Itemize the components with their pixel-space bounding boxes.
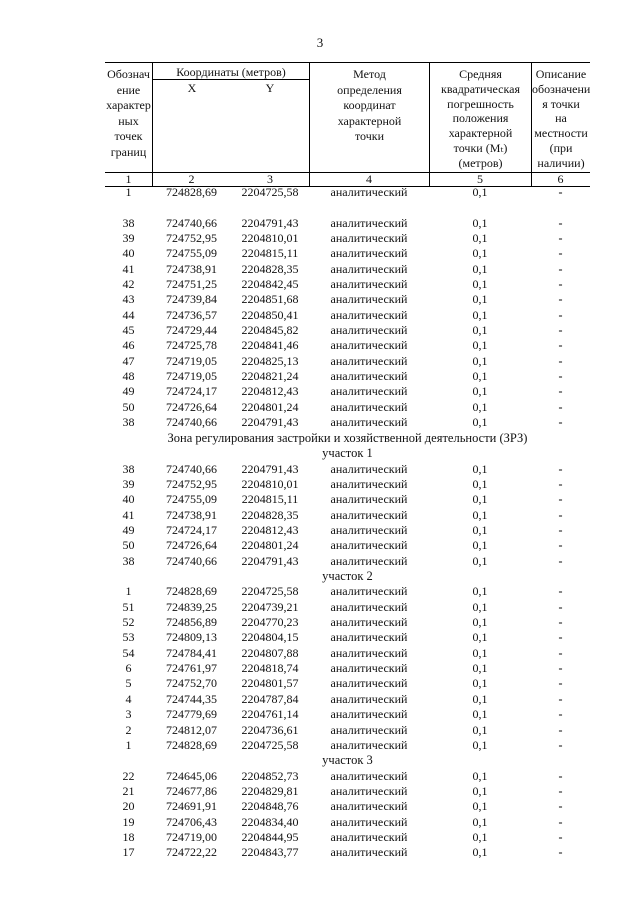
error: 0,1 — [472, 384, 488, 399]
coord-y: 2204821,24 — [241, 369, 299, 384]
coord-x: 724691,91 — [166, 799, 217, 814]
table-row — [105, 262, 590, 277]
description: - — [558, 369, 563, 384]
row-gap — [105, 200, 590, 215]
page-number: 3 — [316, 35, 324, 50]
point-number: 44 — [122, 307, 135, 322]
coord-y: 2204829,81 — [241, 784, 299, 799]
coord-x: 724736,57 — [166, 307, 217, 322]
table-row — [105, 292, 590, 307]
coord-x: 724729,44 — [166, 323, 217, 338]
description: - — [558, 645, 563, 660]
method: аналитический — [330, 461, 408, 476]
error: 0,1 — [472, 338, 488, 353]
coord-y: 2204725,58 — [241, 737, 299, 752]
method: аналитический — [330, 384, 408, 399]
coord-y: 2204810,01 — [241, 476, 299, 491]
coord-x: 724740,66 — [166, 553, 217, 568]
coord-x: 724752,95 — [166, 476, 217, 491]
description: - — [558, 615, 563, 630]
coord-y: 2204850,41 — [241, 307, 299, 322]
coord-y: 2204815,11 — [241, 246, 299, 261]
coord-x: 724761,97 — [166, 661, 217, 676]
method: аналитический — [330, 584, 408, 599]
coord-y: 2204842,45 — [241, 277, 299, 292]
table-row — [105, 354, 590, 369]
error: 0,1 — [472, 261, 488, 276]
method: аналитический — [330, 307, 408, 322]
point-number: 50 — [122, 399, 135, 414]
table-row — [105, 845, 590, 860]
table-row — [105, 600, 590, 615]
error: 0,1 — [472, 584, 488, 599]
coord-y: 2204725,58 — [241, 185, 299, 199]
table-row — [105, 646, 590, 661]
description: - — [558, 784, 563, 799]
table-row — [105, 554, 590, 569]
method: аналитический — [330, 814, 408, 829]
description: - — [558, 630, 563, 645]
coord-y: 2204812,43 — [241, 522, 299, 537]
coord-y: 2204801,57 — [241, 676, 299, 691]
description: - — [558, 814, 563, 829]
method: аналитический — [330, 369, 408, 384]
error: 0,1 — [472, 461, 488, 476]
table-row — [105, 815, 590, 830]
error: 0,1 — [472, 307, 488, 322]
error: 0,1 — [472, 845, 488, 860]
table-row — [105, 676, 590, 691]
method: аналитический — [330, 338, 408, 353]
coord-x: 724744,35 — [166, 691, 217, 706]
point-number: 43 — [122, 292, 135, 307]
error: 0,1 — [472, 185, 488, 199]
point-number: 2 — [125, 722, 132, 737]
table-row — [105, 462, 590, 477]
method: аналитический — [330, 722, 408, 737]
point-number: 40 — [122, 246, 135, 261]
method: аналитический — [330, 538, 408, 553]
table-row — [105, 692, 590, 707]
method: аналитический — [330, 231, 408, 246]
point-number: 22 — [122, 768, 135, 783]
error: 0,1 — [472, 599, 488, 614]
method: аналитический — [330, 185, 408, 199]
table-row — [105, 477, 590, 492]
coord-x: 724751,25 — [166, 277, 217, 292]
error: 0,1 — [472, 830, 488, 845]
description: - — [558, 599, 563, 614]
coord-y: 2204834,40 — [241, 814, 299, 829]
table-row — [105, 246, 590, 261]
coord-x: 724677,86 — [166, 784, 217, 799]
error: 0,1 — [472, 522, 488, 537]
description: - — [558, 307, 563, 322]
coord-x: 724719,05 — [166, 353, 217, 368]
description: - — [558, 185, 563, 199]
table-row — [105, 216, 590, 231]
coord-x: 724755,09 — [166, 246, 217, 261]
coord-y: 2204818,74 — [241, 661, 299, 676]
description: - — [558, 277, 563, 292]
description: - — [558, 538, 563, 553]
description: - — [558, 231, 563, 246]
description: - — [558, 323, 563, 338]
error: 0,1 — [472, 645, 488, 660]
point-number: 38 — [122, 461, 135, 476]
coord-y: 2204843,77 — [241, 845, 299, 860]
description: - — [558, 799, 563, 814]
table-row — [105, 523, 590, 538]
coord-x: 724752,95 — [166, 231, 217, 246]
coord-y: 2204791,43 — [241, 415, 299, 430]
coord-y: 2204810,01 — [241, 231, 299, 246]
coordinates-table-body — [105, 185, 590, 861]
method: аналитический — [330, 522, 408, 537]
table-row — [105, 784, 590, 799]
table-row — [105, 615, 590, 630]
error: 0,1 — [472, 215, 488, 230]
coord-y: 2204804,15 — [241, 630, 299, 645]
point-number: 18 — [122, 830, 135, 845]
section-label: участок 2 — [322, 568, 373, 583]
method: аналитический — [330, 737, 408, 752]
coord-y: 2204725,58 — [241, 584, 299, 599]
point-number: 5 — [125, 676, 132, 691]
coord-x: 724812,07 — [166, 722, 217, 737]
error: 0,1 — [472, 661, 488, 676]
point-number: 6 — [125, 661, 132, 676]
method: аналитический — [330, 691, 408, 706]
coord-y: 2204807,88 — [241, 645, 299, 660]
coord-y: 2204841,46 — [241, 338, 299, 353]
point-number: 38 — [122, 553, 135, 568]
table-row — [105, 799, 590, 814]
method: аналитический — [330, 492, 408, 507]
table-row — [105, 338, 590, 353]
table-header — [105, 62, 590, 187]
coord-y: 2204851,68 — [241, 292, 299, 307]
coord-x: 724726,64 — [166, 538, 217, 553]
point-number: 1 — [125, 185, 132, 199]
table-row — [105, 231, 590, 246]
point-number: 46 — [122, 338, 135, 353]
coord-x: 724645,06 — [166, 768, 217, 783]
point-number: 50 — [122, 538, 135, 553]
error: 0,1 — [472, 507, 488, 522]
method: аналитический — [330, 476, 408, 491]
header-col5: Средняя квадратическая погрешность положения характерной точки (Mₜ) (метров) — [441, 67, 520, 170]
method: аналитический — [330, 399, 408, 414]
coord-x: 724740,66 — [166, 415, 217, 430]
point-number: 54 — [122, 645, 135, 660]
coord-x: 724722,22 — [166, 845, 217, 860]
coord-y: 2204791,43 — [241, 461, 299, 476]
point-number: 39 — [122, 476, 135, 491]
point-number: 1 — [125, 584, 132, 599]
table-row — [105, 415, 590, 430]
col-number: 2 — [188, 172, 195, 186]
point-number: 51 — [122, 599, 135, 614]
description: - — [558, 707, 563, 722]
error: 0,1 — [472, 415, 488, 430]
point-number: 48 — [122, 369, 135, 384]
table-row — [105, 508, 590, 523]
method: аналитический — [330, 661, 408, 676]
error: 0,1 — [472, 399, 488, 414]
table-row — [105, 738, 590, 753]
col-number: 1 — [125, 172, 132, 186]
coord-y: 2204828,35 — [241, 507, 299, 522]
point-number: 41 — [122, 507, 135, 522]
coord-y: 2204791,43 — [241, 215, 299, 230]
coord-x: 724724,17 — [166, 384, 217, 399]
method: аналитический — [330, 415, 408, 430]
description: - — [558, 584, 563, 599]
coord-y: 2204852,73 — [241, 768, 299, 783]
error: 0,1 — [472, 799, 488, 814]
coord-y: 2204815,11 — [241, 492, 299, 507]
error: 0,1 — [472, 369, 488, 384]
description: - — [558, 476, 563, 491]
coord-x: 724828,69 — [166, 584, 217, 599]
table-row — [105, 369, 590, 384]
table-row — [105, 400, 590, 415]
description: - — [558, 353, 563, 368]
description: - — [558, 415, 563, 430]
coord-y: 2204739,21 — [241, 599, 299, 614]
table-row — [105, 308, 590, 323]
col-number: 4 — [366, 172, 372, 186]
table-row — [105, 277, 590, 292]
coord-x: 724740,66 — [166, 461, 217, 476]
point-number: 47 — [122, 353, 135, 368]
description: - — [558, 691, 563, 706]
error: 0,1 — [472, 353, 488, 368]
table-row — [105, 707, 590, 722]
coord-x: 724739,84 — [166, 292, 217, 307]
method: аналитический — [330, 784, 408, 799]
coord-y: 2204770,23 — [241, 615, 299, 630]
method: аналитический — [330, 630, 408, 645]
header-coords: Координаты (метров) — [176, 65, 286, 79]
coord-x: 724719,00 — [166, 830, 217, 845]
table-row — [105, 185, 590, 200]
description: - — [558, 676, 563, 691]
coord-y: 2204848,76 — [241, 799, 299, 814]
error: 0,1 — [472, 691, 488, 706]
description: - — [558, 292, 563, 307]
coord-y: 2204801,24 — [241, 538, 299, 553]
method: аналитический — [330, 323, 408, 338]
description: - — [558, 246, 563, 261]
table-row — [105, 538, 590, 553]
error: 0,1 — [472, 323, 488, 338]
section-label: участок 1 — [322, 446, 373, 460]
error: 0,1 — [472, 630, 488, 645]
table-row — [105, 492, 590, 507]
method: аналитический — [330, 599, 408, 614]
error: 0,1 — [472, 707, 488, 722]
coord-y: 2204844,95 — [241, 830, 299, 845]
coord-y: 2204828,35 — [241, 261, 299, 276]
error: 0,1 — [472, 768, 488, 783]
point-number: 1 — [125, 737, 132, 752]
coord-y: 2204825,13 — [241, 353, 299, 368]
description: - — [558, 661, 563, 676]
coord-y: 2204845,82 — [241, 323, 299, 338]
method: аналитический — [330, 645, 408, 660]
method: аналитический — [330, 246, 408, 261]
coord-x: 724738,91 — [166, 507, 217, 522]
coord-y: 2204791,43 — [241, 553, 299, 568]
point-number: 38 — [122, 415, 135, 430]
coord-x: 724740,66 — [166, 215, 217, 230]
error: 0,1 — [472, 246, 488, 261]
description: - — [558, 461, 563, 476]
header-x: X — [187, 81, 197, 95]
coord-x: 724784,41 — [166, 645, 217, 660]
point-number: 45 — [122, 323, 135, 338]
point-number: 39 — [122, 231, 135, 246]
error: 0,1 — [472, 231, 488, 246]
description: - — [558, 338, 563, 353]
description: - — [558, 830, 563, 845]
description: - — [558, 737, 563, 752]
point-number: 53 — [122, 630, 135, 645]
coord-x: 724828,69 — [166, 185, 217, 199]
error: 0,1 — [472, 737, 488, 752]
table-row — [105, 769, 590, 784]
coord-x: 724752,70 — [166, 676, 217, 691]
table-row — [105, 661, 590, 676]
point-number: 20 — [122, 799, 135, 814]
point-number: 21 — [122, 784, 135, 799]
coord-y: 2204812,43 — [241, 384, 299, 399]
method: аналитический — [330, 553, 408, 568]
header-y: Y — [265, 81, 275, 95]
table-row — [105, 323, 590, 338]
point-number: 38 — [122, 215, 135, 230]
method: аналитический — [330, 277, 408, 292]
error: 0,1 — [472, 292, 488, 307]
header-col1: Обознач ение характер ных точек границ — [106, 67, 151, 159]
description: - — [558, 845, 563, 860]
description: - — [558, 553, 563, 568]
coord-x: 724738,91 — [166, 261, 217, 276]
col-number: 5 — [477, 172, 483, 186]
error: 0,1 — [472, 722, 488, 737]
error: 0,1 — [472, 784, 488, 799]
description: - — [558, 215, 563, 230]
error: 0,1 — [472, 492, 488, 507]
method: аналитический — [330, 799, 408, 814]
coord-x: 724809,13 — [166, 630, 217, 645]
error: 0,1 — [472, 814, 488, 829]
error: 0,1 — [472, 553, 488, 568]
description: - — [558, 522, 563, 537]
point-number: 17 — [122, 845, 135, 860]
error: 0,1 — [472, 615, 488, 630]
description: - — [558, 261, 563, 276]
header-col4: Метод определения координат характерной точки — [337, 67, 402, 143]
error: 0,1 — [472, 538, 488, 553]
coord-y: 2204761,14 — [241, 707, 299, 722]
table-row — [105, 830, 590, 845]
description: - — [558, 768, 563, 783]
description: - — [558, 507, 563, 522]
coord-x: 724726,64 — [166, 399, 217, 414]
point-number: 52 — [122, 615, 135, 630]
coord-x: 724719,05 — [166, 369, 217, 384]
coord-x: 724839,25 — [166, 599, 217, 614]
method: аналитический — [330, 507, 408, 522]
point-number: 40 — [122, 492, 135, 507]
coord-y: 2204801,24 — [241, 399, 299, 414]
point-number: 41 — [122, 261, 135, 276]
error: 0,1 — [472, 277, 488, 292]
method: аналитический — [330, 215, 408, 230]
point-number: 42 — [122, 277, 135, 292]
error: 0,1 — [472, 676, 488, 691]
table-row — [105, 723, 590, 738]
col-number: 3 — [267, 172, 273, 186]
method: аналитический — [330, 261, 408, 276]
method: аналитический — [330, 845, 408, 860]
method: аналитический — [330, 292, 408, 307]
coord-x: 724725,78 — [166, 338, 217, 353]
col-number: 6 — [557, 172, 564, 186]
method: аналитический — [330, 830, 408, 845]
coord-x: 724779,69 — [166, 707, 217, 722]
method: аналитический — [330, 615, 408, 630]
coord-x: 724755,09 — [166, 492, 217, 507]
coord-x: 724856,89 — [166, 615, 217, 630]
table-row — [105, 384, 590, 399]
coord-x: 724724,17 — [166, 522, 217, 537]
method: аналитический — [330, 768, 408, 783]
method: аналитический — [330, 707, 408, 722]
method: аналитический — [330, 676, 408, 691]
error: 0,1 — [472, 476, 488, 491]
coord-x: 724828,69 — [166, 737, 217, 752]
table-row — [105, 584, 590, 599]
zone-title: Зона регулирования застройки и хозяйственной деятельности (ЗРЗ) — [167, 430, 528, 445]
point-number: 4 — [125, 691, 132, 706]
description: - — [558, 384, 563, 399]
coord-y: 2204736,61 — [241, 722, 299, 737]
point-number: 19 — [122, 814, 135, 829]
coord-x: 724706,43 — [166, 814, 217, 829]
method: аналитический — [330, 353, 408, 368]
description: - — [558, 722, 563, 737]
point-number: 49 — [122, 522, 135, 537]
description: - — [558, 399, 563, 414]
section-label: участок 3 — [322, 753, 373, 768]
coord-y: 2204787,84 — [241, 691, 299, 706]
description: - — [558, 492, 563, 507]
table-row — [105, 630, 590, 645]
header-col6: Описание обозначени я точки на местности (при наличии) — [532, 67, 591, 170]
point-number: 3 — [125, 707, 132, 722]
point-number: 49 — [122, 384, 135, 399]
